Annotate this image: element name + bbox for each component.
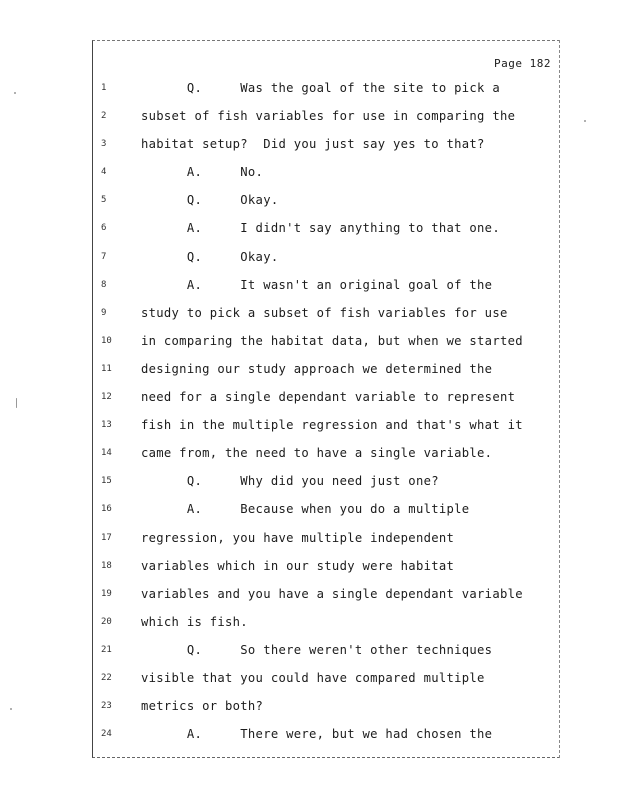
line-number: 11 (101, 363, 112, 374)
transcript-line (93, 109, 559, 137)
line-text: habitat setup? Did you just say yes to that? (141, 137, 485, 152)
transcript-lines (93, 81, 559, 755)
line-text: A. No. (141, 165, 264, 180)
transcript-line (93, 418, 559, 446)
transcript-line (93, 334, 559, 362)
transcript-line (93, 502, 559, 530)
line-text: variables and you have a single dependant variable (141, 586, 523, 601)
line-text: Q. Was the goal of the site to pick a (141, 81, 500, 95)
line-text: Q. Okay. (141, 193, 279, 208)
line-number: 3 (101, 139, 107, 150)
line-text: designing our study approach we determined the (141, 361, 493, 376)
line-number: 23 (101, 701, 112, 712)
line-number: 7 (101, 251, 107, 262)
line-text: in comparing the habitat data, but when we started (141, 333, 523, 348)
transcript-line (93, 306, 559, 334)
line-number: 21 (101, 644, 112, 655)
transcript-line (93, 559, 559, 587)
line-number: 5 (101, 195, 107, 206)
line-text: metrics or both? (141, 699, 264, 714)
line-number: 18 (101, 560, 112, 571)
line-text: A. It wasn't an original goal of the (141, 277, 493, 292)
line-number: 6 (101, 223, 107, 234)
line-text: A. I didn't say anything to that one. (141, 221, 500, 236)
line-text: A. Because when you do a multiple (141, 502, 470, 517)
transcript-line (93, 727, 559, 755)
line-text: study to pick a subset of fish variables for use (141, 305, 508, 320)
line-number: 19 (101, 588, 112, 599)
scan-speck (584, 120, 586, 122)
page-number: Page 182 (494, 57, 551, 70)
line-text: regression, you have multiple independent (141, 530, 455, 545)
line-number: 8 (101, 279, 107, 290)
line-text: A. There were, but we had chosen the (141, 727, 493, 742)
transcript-line (93, 587, 559, 615)
scan-speck (14, 92, 16, 94)
line-number: 1 (101, 83, 107, 93)
line-number: 9 (101, 307, 107, 318)
transcript-line (93, 165, 559, 193)
line-text: which is fish. (141, 614, 248, 629)
line-text: came from, the need to have a single variable. (141, 446, 493, 461)
transcript-line (93, 699, 559, 727)
transcript-line (93, 362, 559, 390)
transcript-line (93, 193, 559, 221)
transcript-page (92, 40, 560, 758)
transcript-line (93, 81, 559, 109)
transcript-line (93, 671, 559, 699)
line-number: 2 (101, 111, 107, 122)
transcript-line (93, 643, 559, 671)
transcript-line (93, 137, 559, 165)
line-number: 17 (101, 532, 112, 543)
line-text: variables which in our study were habitat (141, 558, 455, 573)
scan-speck (10, 708, 12, 710)
line-text: visible that you could have compared multiple (141, 670, 485, 685)
line-number: 15 (101, 476, 112, 487)
line-number: 14 (101, 448, 112, 459)
line-text: Q. So there weren't other techniques (141, 642, 493, 657)
line-number: 4 (101, 167, 107, 178)
line-number: 22 (101, 672, 112, 683)
transcript-line (93, 531, 559, 559)
line-text: need for a single dependant variable to represent (141, 390, 516, 405)
line-text: subset of fish variables for use in comparing the (141, 109, 516, 124)
transcript-line (93, 278, 559, 306)
line-number: 24 (101, 729, 112, 740)
line-text: Q. Okay. (141, 249, 279, 264)
transcript-line (93, 221, 559, 249)
line-number: 10 (101, 335, 112, 346)
transcript-line (93, 446, 559, 474)
transcript-line (93, 615, 559, 643)
line-number: 12 (101, 392, 112, 403)
transcript-line (93, 474, 559, 502)
line-number: 16 (101, 504, 112, 515)
scan-speck (16, 398, 17, 408)
transcript-line (93, 390, 559, 418)
line-number: 13 (101, 420, 112, 431)
line-text: Q. Why did you need just one? (141, 474, 439, 489)
transcript-line (93, 250, 559, 278)
line-number: 20 (101, 616, 112, 627)
line-text: fish in the multiple regression and that's what it (141, 418, 523, 433)
